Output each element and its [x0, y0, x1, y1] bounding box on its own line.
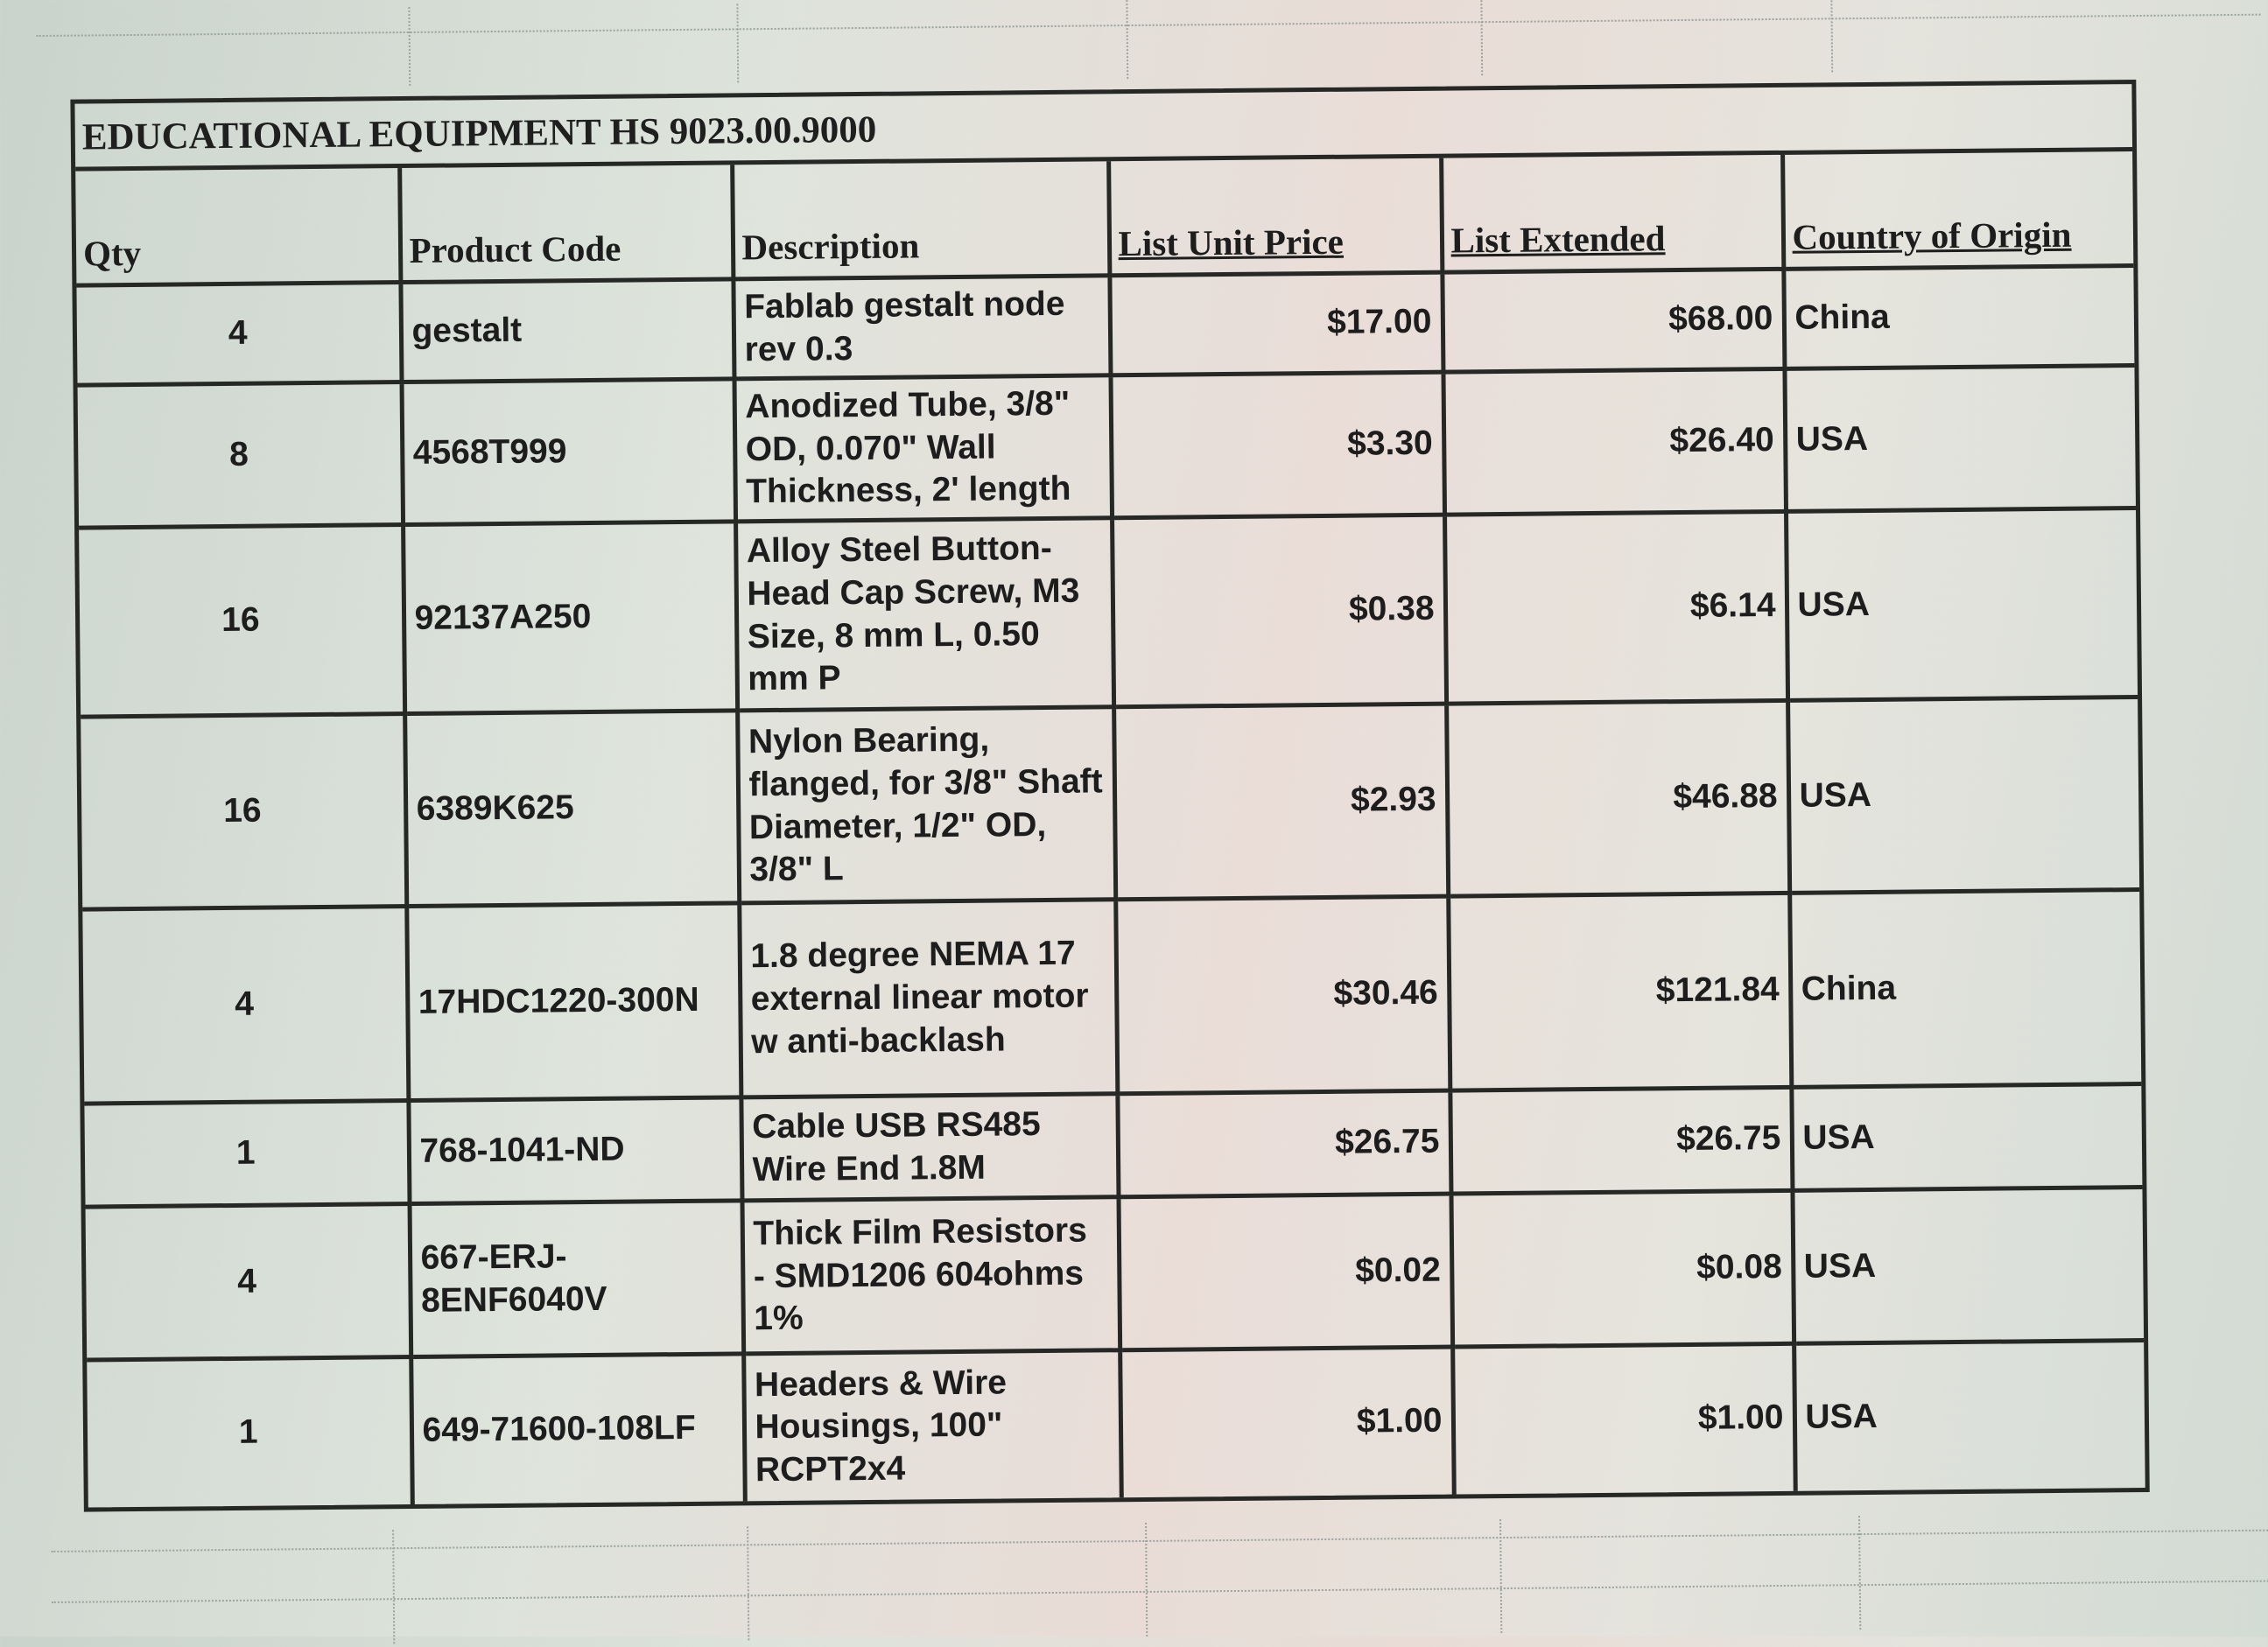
- header-qty: Qty: [75, 168, 400, 285]
- cell-product-code: 649-71600-108LF: [411, 1354, 745, 1504]
- header-country-of-origin: [1782, 151, 2133, 269]
- header-list-unit-price: [1108, 158, 1442, 276]
- cell-description: Thick Film Resistors - SMD1206 604ohms 1%: [742, 1197, 1120, 1354]
- header-product-code: Product Code: [399, 165, 733, 282]
- table-row: [84, 1084, 2142, 1208]
- cell-origin: USA: [1791, 1084, 2142, 1191]
- cell-extended: $6.14: [1444, 511, 1787, 704]
- cell-origin: USA: [1792, 1188, 2144, 1344]
- cell-unit-price: $3.30: [1110, 372, 1444, 518]
- cell-unit-price: $17.00: [1109, 272, 1443, 375]
- cell-unit-price: $30.46: [1115, 896, 1450, 1094]
- cell-origin: China: [1783, 266, 2134, 369]
- grid-line: [736, 4, 739, 82]
- cell-extended: $46.88: [1446, 700, 1789, 896]
- grid-line: [51, 1530, 2268, 1552]
- cell-qty: 8: [78, 382, 404, 529]
- table-row: [86, 1188, 2145, 1361]
- cell-unit-price: $2.93: [1113, 704, 1448, 900]
- cell-unit-price: $1.00: [1120, 1347, 1454, 1497]
- cell-extended: $26.75: [1450, 1087, 1792, 1194]
- cell-origin: USA: [1784, 366, 2136, 512]
- cell-extended: $121.84: [1448, 893, 1791, 1090]
- cell-extended: $0.08: [1450, 1190, 1794, 1347]
- cell-qty: 4: [76, 283, 401, 386]
- cell-description: Fablab gestalt node rev 0.3: [733, 276, 1110, 379]
- cell-qty: 16: [81, 714, 406, 910]
- header-country-of-origin-label: Country of Origin: [1792, 214, 2072, 257]
- table-row: [82, 890, 2141, 1104]
- table-row: [87, 1340, 2145, 1507]
- cell-unit-price: $26.75: [1117, 1090, 1450, 1197]
- cell-qty: 16: [79, 525, 404, 718]
- cell-extended: $26.40: [1443, 368, 1786, 515]
- cell-product-code: 17HDC1220-300N: [406, 903, 741, 1101]
- cell-description: Cable USB RS485 Wire End 1.8M: [741, 1094, 1118, 1201]
- table-row: [81, 697, 2139, 910]
- header-list-extended: [1441, 155, 1783, 272]
- cell-origin: USA: [1787, 697, 2139, 894]
- cell-qty: 1: [84, 1101, 409, 1208]
- grid-line: [1480, 0, 1483, 75]
- equipment-table-container: [70, 80, 2149, 1511]
- cell-origin: USA: [1786, 508, 2138, 701]
- cell-product-code: 4568T999: [402, 379, 736, 525]
- grid-line: [408, 7, 411, 86]
- table-row: [79, 508, 2138, 718]
- cell-product-code: 768-1041-ND: [408, 1097, 741, 1204]
- cell-description: Nylon Bearing, flanged, for 3/8" Shaft Diameter, 1/2" OD, 3/8" L: [737, 707, 1115, 903]
- header-list-unit-price-label: List Unit Price: [1118, 221, 1345, 264]
- cell-product-code: 6389K625: [404, 711, 739, 907]
- cell-qty: 1: [87, 1357, 412, 1508]
- cell-extended: $68.00: [1442, 269, 1784, 372]
- grid-line: [1830, 0, 1833, 72]
- cell-extended: $1.00: [1452, 1343, 1795, 1494]
- grid-line: [1126, 0, 1128, 79]
- cell-description: Alloy Steel Button-Head Cap Screw, M3 Size, 8 mm L, 0.50 mm P: [735, 518, 1113, 711]
- cell-origin: USA: [1794, 1340, 2145, 1490]
- equipment-table: [75, 151, 2145, 1507]
- cell-qty: 4: [82, 907, 408, 1104]
- cell-unit-price: $0.02: [1118, 1194, 1452, 1350]
- cell-description: Headers & Wire Housings, 100" RCPT2x4: [743, 1350, 1121, 1501]
- cell-description: 1.8 degree NEMA 17 external linear motor w anti-backlash: [739, 900, 1117, 1097]
- table-row: [78, 366, 2136, 529]
- cell-product-code: 92137A250: [403, 522, 737, 714]
- cell-description: Anodized Tube, 3/8" OD, 0.070" Wall Thickness, 2' length: [734, 375, 1112, 522]
- table-row: [76, 266, 2134, 386]
- cell-product-code: gestalt: [400, 279, 734, 382]
- cell-unit-price: $0.38: [1112, 515, 1446, 707]
- cell-product-code: 667-ERJ-8ENF6040V: [410, 1201, 744, 1357]
- header-row: [75, 151, 2133, 285]
- header-description: Description: [732, 161, 1109, 279]
- table-title: EDUCATIONAL EQUIPMENT HS 9023.00.9000: [74, 84, 2132, 172]
- header-list-extended-label: List Extended: [1450, 218, 1666, 261]
- cell-qty: 4: [86, 1204, 411, 1361]
- grid-line: [52, 1580, 2268, 1603]
- cell-origin: China: [1789, 890, 2141, 1088]
- grid-line: [37, 14, 2261, 37]
